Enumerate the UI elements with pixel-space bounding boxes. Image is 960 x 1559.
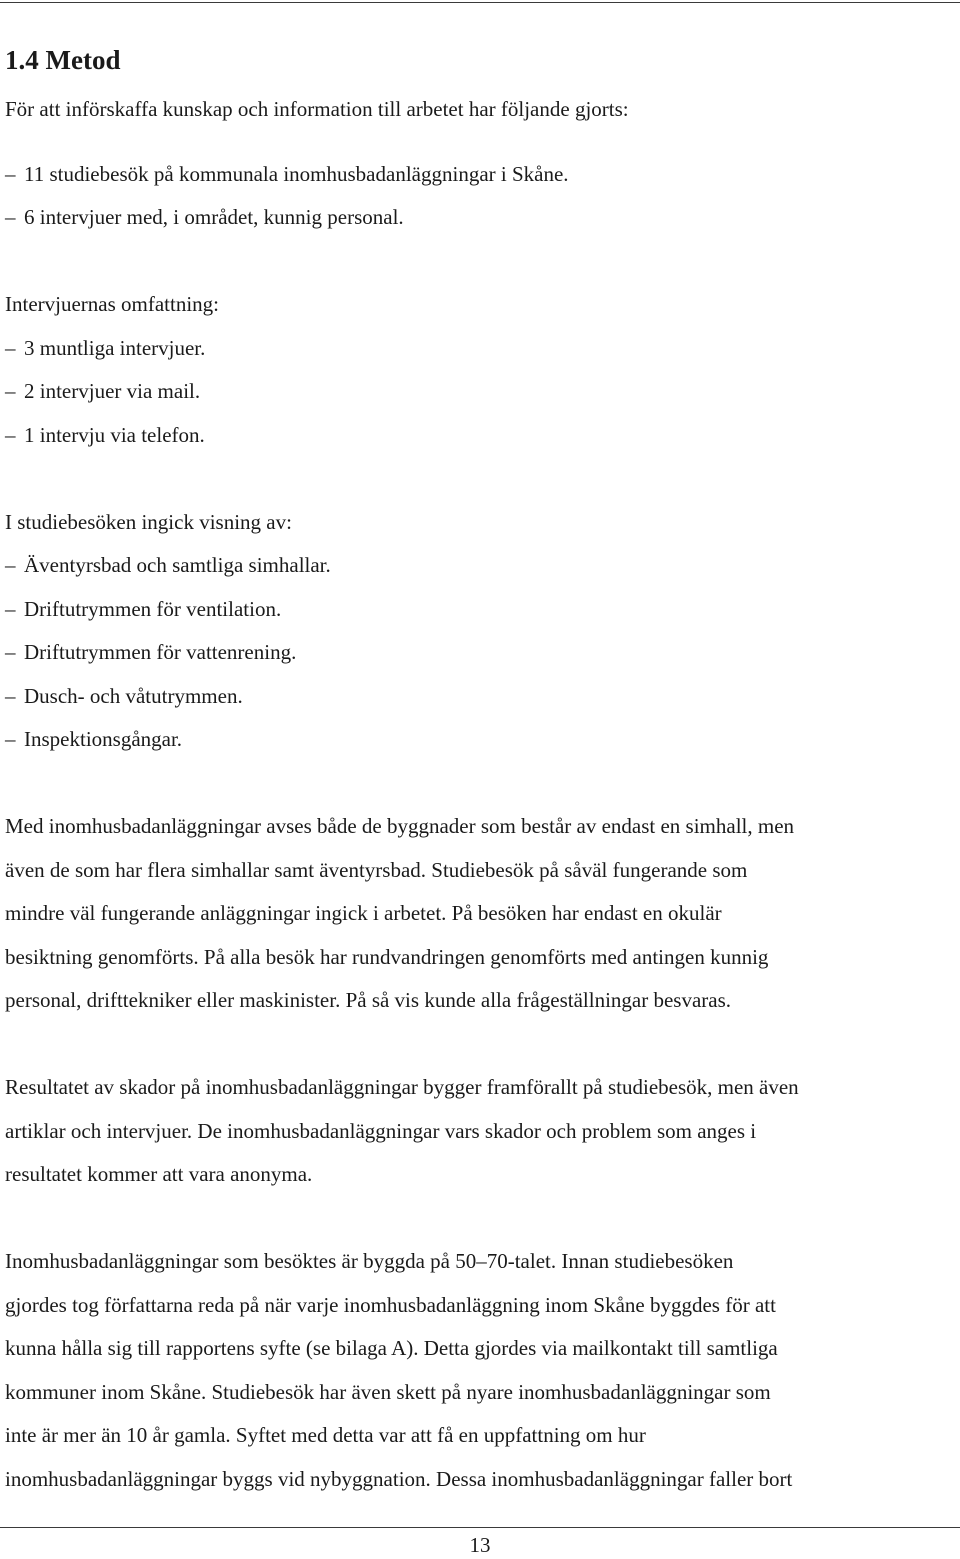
scope-list-item (5, 377, 200, 405)
list-item-text: Driftutrymmen för ventilation. (24, 597, 282, 621)
paragraph-line: inomhusbadanläggningar byggs vid nybyggnation. Dessa inomhusbadanläggningar faller bort (5, 1466, 793, 1491)
scope-heading: Intervjuernas omfattning: (5, 292, 220, 316)
visits-list-item (5, 595, 281, 623)
paragraph-line: gjordes tog författarna reda på när varje inomhusbadanläggning inom Skåne byggdes för att (5, 1292, 776, 1317)
paragraph-line: artiklar och intervjuer. De inomhusbadanläggningar vars skador och problem som anges i (5, 1118, 757, 1143)
footer-rule (0, 1527, 960, 1528)
dash-bullet: – (5, 727, 16, 751)
paragraph-line: inte är mer än 10 år gamla. Syftet med detta var att få en uppfattning om hur (5, 1423, 646, 1448)
scope-list-item (5, 421, 205, 449)
list-item-text: 6 intervjuer med, i området, kunnig personal. (24, 205, 404, 229)
paragraph (5, 1066, 955, 1197)
paragraph-line: Resultatet av skador på inomhusbadanläggningar bygger framförallt på studiebesök, men även (5, 1075, 799, 1099)
paragraph-line: kunna hålla sig till rapportens syfte (se bilaga A). Detta gjordes via mailkontakt till samtliga (5, 1336, 778, 1361)
list-item-text: 2 intervjuer via mail. (24, 379, 201, 403)
paragraph-line: besiktning genomförts. På alla besök har rundvandringen genomförts med antingen kunnig (5, 944, 769, 969)
header-rule (0, 2, 960, 3)
section-heading: 1.4 Metod (5, 45, 121, 75)
dash-bullet: – (5, 379, 16, 403)
dash-bullet: – (5, 162, 16, 186)
paragraph (5, 1240, 955, 1502)
visits-list-item (5, 638, 296, 666)
page-number: 13 (469, 1533, 491, 1557)
visits-heading: I studiebesöken ingick visning av: (5, 510, 292, 534)
paragraph-line: Inomhusbadanläggningar som besöktes är byggda på 50–70-talet. Innan studiebesöken (5, 1249, 734, 1273)
paragraph-line: Med inomhusbadanläggningar avses både de byggnader som består av endast en simhall, men (5, 814, 795, 838)
dash-bullet: – (5, 684, 16, 708)
visits-list-item (5, 682, 243, 710)
paragraph-line: även de som har flera simhallar samt äventyrsbad. Studiebesök på såväl fungerande som (5, 857, 748, 882)
paragraph-line: personal, drifttekniker eller maskinister. På så vis kunde alla frågeställningar besvaras. (5, 988, 732, 1013)
list-item-text: Dusch- och våtutrymmen. (24, 684, 243, 708)
dash-bullet: – (5, 205, 16, 229)
paragraph-line: mindre väl fungerande anläggningar ingick i arbetet. På besöken har endast en okulär (5, 901, 722, 926)
intro-text: För att införskaffa kunskap och information till arbetet har följande gjorts: (5, 97, 629, 121)
paragraph-line: kommuner inom Skåne. Studiebesök har även skett på nyare inomhusbadanläggningar som (5, 1379, 771, 1404)
intro-list-item (5, 160, 569, 188)
paragraph-line: resultatet kommer att vara anonyma. (5, 1162, 313, 1187)
scope-list-item (5, 334, 205, 362)
dash-bullet: – (5, 640, 16, 664)
dash-bullet: – (5, 597, 16, 621)
visits-list-item (5, 551, 331, 579)
list-item-text: 11 studiebesök på kommunala inomhusbadanläggningar i Skåne. (24, 162, 569, 186)
list-item-text: Driftutrymmen för vattenrening. (24, 640, 297, 664)
list-item-text: 3 muntliga intervjuer. (24, 336, 206, 360)
dash-bullet: – (5, 423, 16, 447)
list-item-text: Inspektionsgångar. (24, 727, 183, 751)
dash-bullet: – (5, 553, 16, 577)
list-item-text: 1 intervju via telefon. (24, 423, 205, 447)
list-item-text: Äventyrsbad och samtliga simhallar. (24, 553, 331, 577)
dash-bullet: – (5, 336, 16, 360)
intro-list-item (5, 203, 404, 231)
visits-list-item (5, 725, 182, 753)
paragraph (5, 805, 955, 1023)
